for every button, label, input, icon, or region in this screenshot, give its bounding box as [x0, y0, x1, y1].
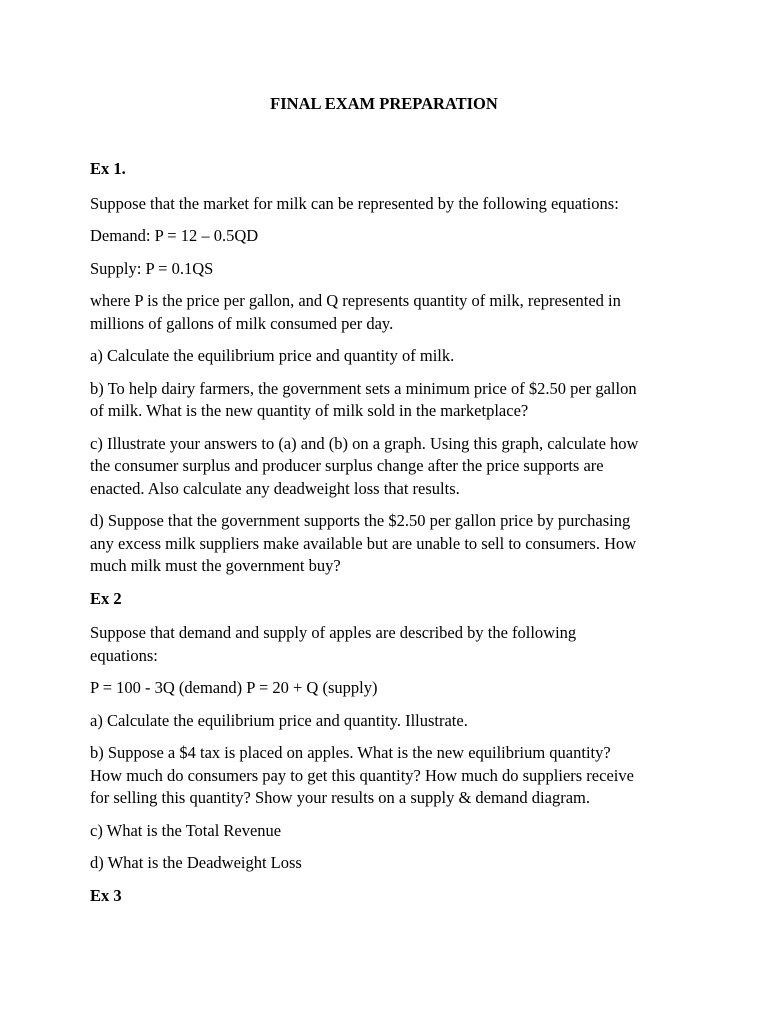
text-line: c) Illustrate your answers to (a) and (b) on a graph. Using this graph, calculate how	[90, 433, 639, 453]
ex1-intro: Suppose that the market for milk can be represented by the following equations:	[90, 193, 619, 213]
document-body	[90, 158, 690, 919]
ex1-question-d	[90, 510, 690, 578]
ex2-question-c: c) What is the Total Revenue	[90, 820, 282, 840]
ex2-question-d: d) What is the Deadweight Loss	[90, 853, 302, 872]
ex1-where-paragraph	[90, 290, 690, 335]
text-line: any excess milk suppliers make available but are unable to sell to consumers. How	[90, 533, 637, 553]
text-line: the consumer surplus and producer surplus change after the price supports are	[90, 456, 604, 475]
ex1-supply-equation: Supply: P = 0.1QS	[90, 258, 214, 278]
text-line: much milk must the government buy?	[90, 556, 341, 575]
ex1-demand-equation: Demand: P = 12 – 0.5QD	[90, 226, 259, 245]
text-line: where P is the price per gallon, and Q represents quantity of milk, represented in	[90, 291, 621, 310]
ex3-heading: Ex 3	[90, 885, 122, 905]
ex1-question-c	[90, 433, 690, 501]
text-line: d) Suppose that the government supports the $2.50 per gallon price by purchasing	[90, 511, 631, 530]
text-line: enacted. Also calculate any deadweight loss that results.	[90, 478, 460, 498]
ex1-question-a: a) Calculate the equilibrium price and quantity of milk.	[90, 346, 455, 365]
text-line: Suppose that demand and supply of apples are described by the following	[90, 623, 577, 642]
ex2-intro	[90, 622, 690, 667]
text-line: b) To help dairy farmers, the government sets a minimum price of $2.50 per gallon	[90, 378, 637, 398]
text-line: millions of gallons of milk consumed per day.	[90, 313, 394, 333]
ex2-equations: P = 100 - 3Q (demand) P = 20 + Q (supply)	[90, 678, 378, 697]
text-line: equations:	[90, 645, 158, 665]
ex2-heading: Ex 2	[90, 588, 122, 608]
ex1-question-b	[90, 378, 690, 423]
document-title: FINAL EXAM PREPARATION	[270, 94, 498, 113]
ex2-question-b	[90, 742, 690, 810]
text-line: How much do consumers pay to get this quantity? How much do suppliers receive	[90, 765, 634, 785]
text-line: of milk. What is the new quantity of milk sold in the marketplace?	[90, 401, 529, 420]
text-line: b) Suppose a $4 tax is placed on apples. What is the new equilibrium quantity?	[90, 743, 611, 762]
ex2-question-a: a) Calculate the equilibrium price and quantity. Illustrate.	[90, 710, 468, 730]
ex1-heading: Ex 1.	[90, 159, 126, 178]
text-line: for selling this quantity? Show your results on a supply & demand diagram.	[90, 788, 590, 807]
